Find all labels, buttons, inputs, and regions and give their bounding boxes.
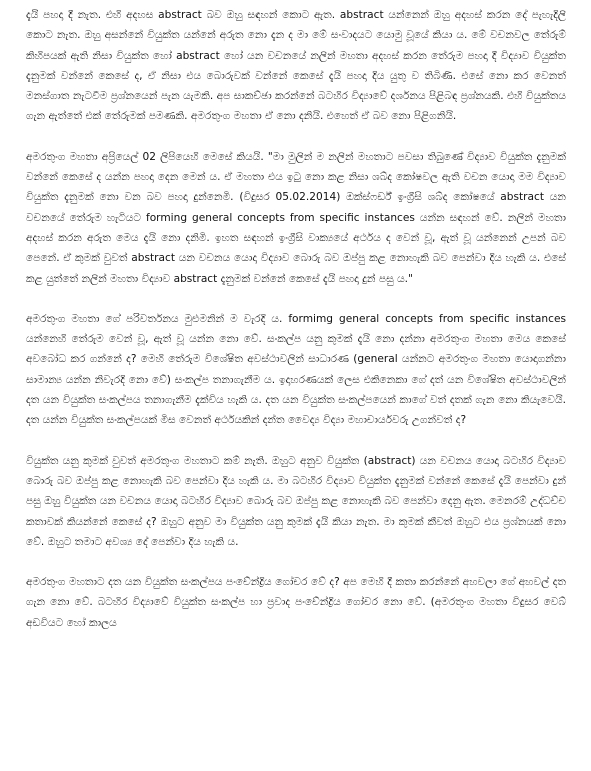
paragraph-5: අමරතුංග මහතාට දත යන වියුක්ත සංකල්පය පංචේන්ද්‍රිය ගෝචර වේ ද? අප මෙහි දී කතා කරන්නේ අහවලා ගේ අහවල් දත ගැන නො වේ. බටහිර විද්‍යාවේ වියුක්ත සංකල්ප හා ප්‍රවාද පංචේන්ද්‍රිය ගෝචර නො වේ. (අමරතුංග මහතා විදුසර වෙබ් අඩවියට හෝ කාලය [26,576,566,629]
paragraph-3: අමරතුංග මහතා ගේ පරිවර්තනය මුළුමනින් ම වැරදි ය. formimg general concepts from specific instances යන්නෙහි තේරුම වෙන් වූ, ඇත් වූ යන්න නො වේ. සංකල්ප යනු කුමක් දැයි නො දන්නා අමරතුංග මහතා මෙය කෙසේ අවබෝධ කර ගන්නේ ද? මෙහි තේරුම විශේෂිත අවස්ථාවලින් සාධාරණ (general යන්නට අමරතුංග මහතා යොදාගන්නා සාමාන්‍ය යන්න නිවැරදි නො වේ) සංකල්ප තනාගැනීම ය. ඉදාහරණයක් ලෙස එකිනෙකා ගේ දත් යන විශේෂිත අවස්ථාවලින් දත යන වියුක්ත සංකල්පය තනාගැනීම දැක්විය හැකි ය. දත යන වියුක්ත සංකල්පයෙන් කාගේ වත් දතක් ගැන නො කියැවෙයි. දත යන්න වියුක්ත සංකල්පයක් මිස වෙනත් අර්ථයකින් දන්ත වෛද්‍ය විද්‍යා මහාචාර්යවරු උගන්වත් ද? [26,312,566,427]
paragraph-2: අමරතුංග මහතා අප්‍රියෙල් 02 ලිපියෙහි මෙසේ කියයි. "මා මුලින් ම නලින් මහතාට පවසා තිබුණේ විද්‍යාව වියුක්ත දැනුමක් වන්නේ කෙසේ ද යන්න පහදා දෙන මෙන් ය. ඒ මහතා එය ඉටු නො කළ නිසා ශබ්ද කෝෂවල ඇති වචන යොදා මම විද්‍යාව වියුක්ත දැනුමක් නො වන බව පහදා දුන්නෙමි. (විදුසර 05.02.2014) ඔක්ස්ෆර්ඩ් ඉංග්‍රීසි ශබ්ද කෝෂයේ abstract යන වචනයේ තේරුම හැටියට forming general concepts from specific instances යන්න සඳහන් වේ. නලින් මහතා අදහස් කරන අරුත මෙය දැයි නො දනිමි. ඉහත සඳහන් ඉංග්‍රීසි වාක්‍යයේ අර්ථය ද වෙන් වූ, ඇත් වූ යන්නෙන් උපන් බව පෙනේ. ඒ කුමක් වුවත් abstract යන වචනය යොදා විද්‍යාව බොරු බව ඔප්පු කළ නොහැකි බව පෙන්වා දිය හැකි ය. එසේ කළ යුත්තේ නලින් මහතා විද්‍යාව abstract දැනුමක් වන්නේ කෙසේ දැයි පහදා දුන් පසු ය." [26,150,566,285]
paragraph-1: දැයි පහදා දී නැත. එහි අදහස abstract බව ඔහු සඳහන් කොට ඇත. abstract යන්නෙන් ඔහු අදහස් කරන දේ පැහැදිලි කොට නැත. ඔහු අසන්නේ වියුක්ත යන්නේ අරුත නො දැන ද මා මේ සංවාදයට යොමු වූයේ කියා ය. මේ වචනවල තේරුම් කිහිපයක් ඇති නිසා වියුක්ත හෝ abstract හෝ යන වචනයේ නලින් මහතා අදහස් කරන තේරුම පහදා දී විද්‍යාව වියුක්ත දැනුමක් වන්නේ කෙසේ ද, ඒ නිසා එය බොරුවක් වන්නේ කෙසේ දැයි පහදා දිය යුතු ව තිබිණි. එසේ නො කර වෙනත් මනස්ගාත නැටවීම ප්‍රශ්නයෙන් පැන යැමකි. අප සාකච්ඡා කරන්නේ බටහිර විද්‍යාවේ දර්ශනය පිළිබඳ ප්‍රශ්නයකි. එහි වියුක්තය ගැන ඇත්තේ එක් තේරුමක් පමණකි. අමරතුංග මහතා ඒ නො දනියි. එහෙත් ඒ බව නො පිළිගනියි. [26,9,566,123]
paragraph-4: වියුක්ත යනු කුමක් වුවත් අමරතුංග මහතාට කම් නැති. ඔහුට අනුව වියුක්ත (abstract) යන වචනය යොදා බටහිර විද්‍යාව බොරු බව ඔප්පු කළ නොහැකි බව පෙන්වා දිය හැකි ය. මා බටහිර විද්‍යාව වියුක්ත දැනුමක් වන්නේ කෙසේ දැයි පෙන්වා දුන් පසු ඔහු වියුක්ත යන වචනය යොදා බටහිර විද්‍යාව බොරු බව ඔප්පු කළ නොහැකි බව පෙන්වා දෙනු ඇත. මෙනරම් උද්ධච්ච කතාවක් කියන්නේ කෙසේ ද? ඔහුට අනුව මා වියුක්ත යනු කුමක් දැයි කියා නැත. මා කුමක් කීවත් ඔහුට එය ප්‍රශ්නයක් නො වේ. ඔහුට තමාට අවශ්‍ය දේ පෙන්වා දිය හැකි ය. [26,454,566,548]
document-body [26,5,566,633]
